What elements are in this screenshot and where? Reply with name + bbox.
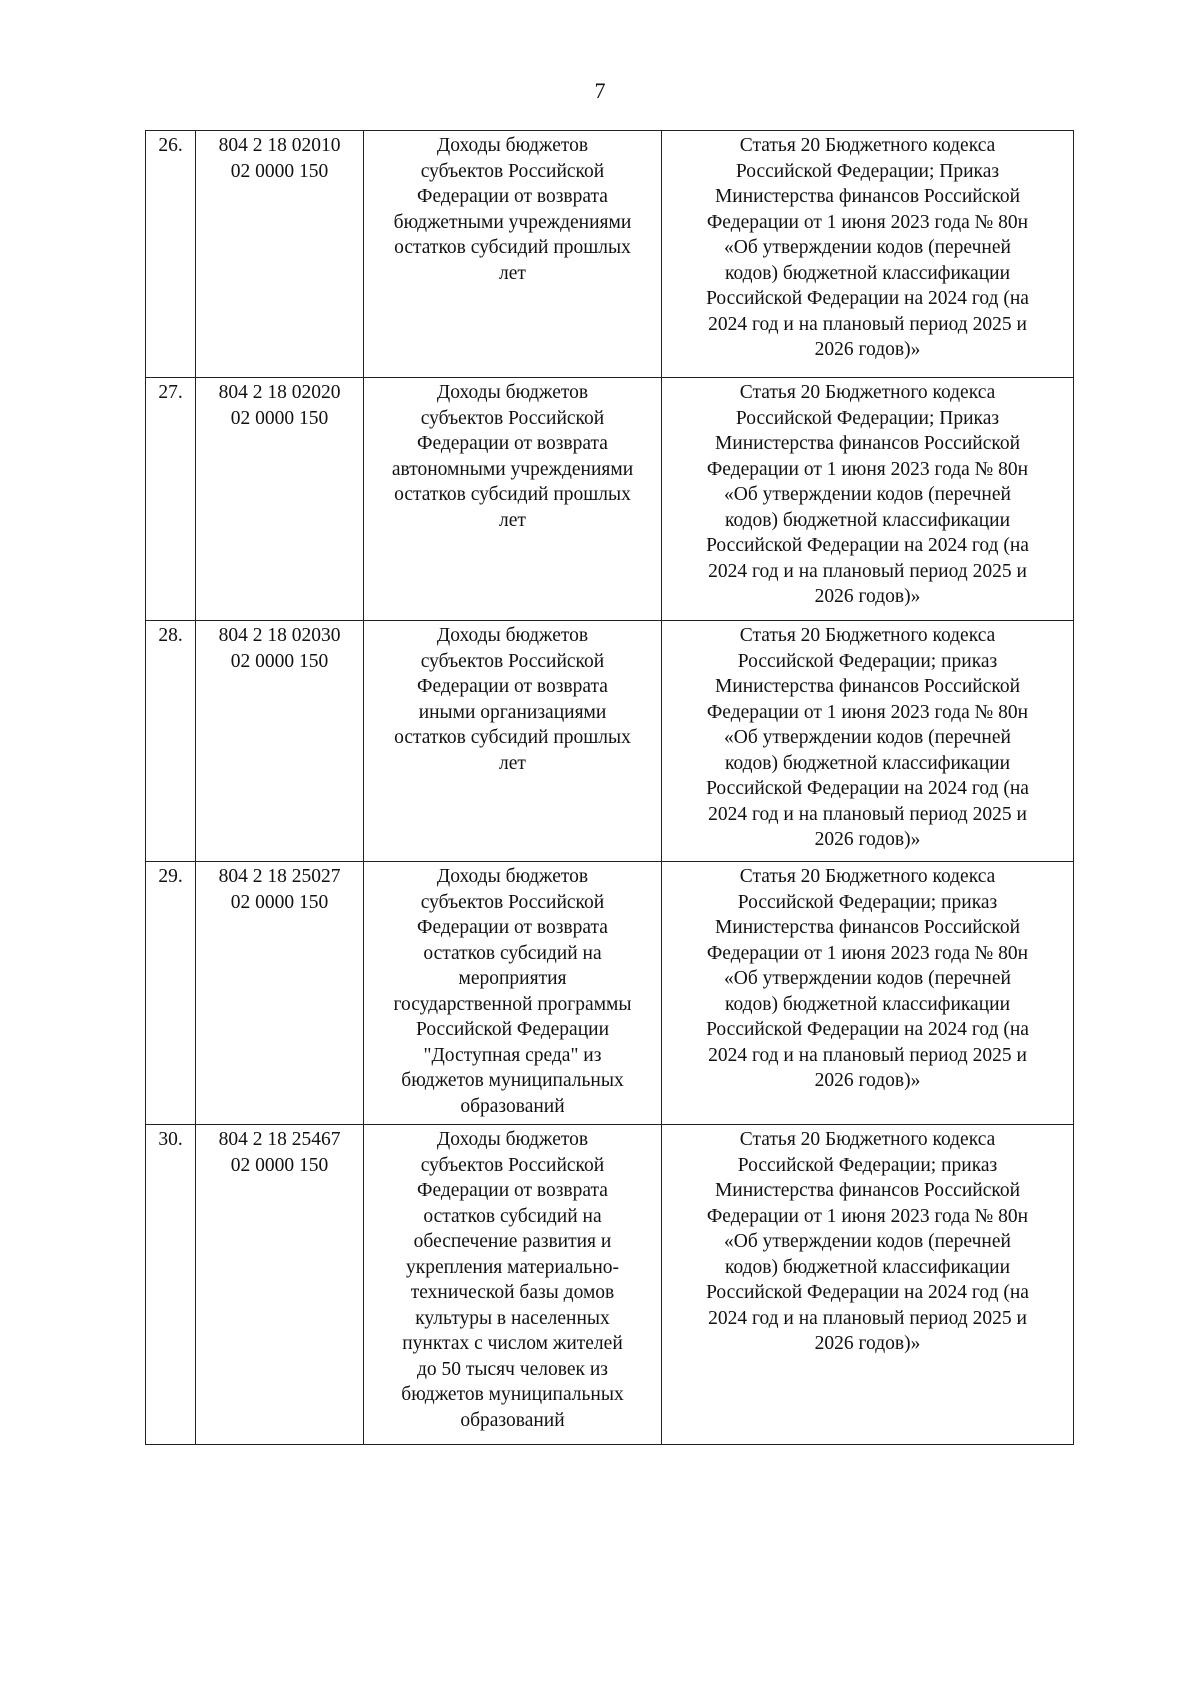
- classification-code: 804 2 18 02030 02 0000 150: [196, 621, 364, 862]
- legal-basis: Статья 20 Бюджетного кодекса Российской Федерации; приказ Министерства финансов Российской Федерации от 1 июня 2023 года № 80н «Об утверждении кодов (перечней кодов) бюджетной классификации Российской Федерации на 2024 год (на 2024 год и на плановый период 2025 и 2026 годов)»: [662, 862, 1074, 1125]
- income-name: Доходы бюджетов субъектов Российской Федерации от возврата остатков субсидий на мероприятия государственной программы Российской Федерации "Доступная среда" из бюджетов муниципальных образований: [364, 862, 662, 1125]
- table-row: [146, 621, 1074, 862]
- legal-basis: Статья 20 Бюджетного кодекса Российской Федерации; Приказ Министерства финансов Российской Федерации от 1 июня 2023 года № 80н «Об утверждении кодов (перечней кодов) бюджетной классификации Российской Федерации на 2024 год (на 2024 год и на плановый период 2025 и 2026 годов)»: [662, 378, 1074, 621]
- row-number: 29.: [146, 862, 196, 1125]
- classification-code: 804 2 18 02020 02 0000 150: [196, 378, 364, 621]
- classification-code: 804 2 18 25027 02 0000 150: [196, 862, 364, 1125]
- table-row: [146, 1125, 1074, 1445]
- income-name: Доходы бюджетов субъектов Российской Федерации от возврата автономными учреждениями остатков субсидий прошлых лет: [364, 378, 662, 621]
- income-name: Доходы бюджетов субъектов Российской Федерации от возврата иными организациями остатков субсидий прошлых лет: [364, 621, 662, 862]
- table-row: [146, 862, 1074, 1125]
- income-name: Доходы бюджетов субъектов Российской Федерации от возврата остатков субсидий на обеспечение развития и укрепления материально- технической базы домов культуры в населенных пунктах с числом жителей до 50 тысяч человек из бюджетов муниципальных образований: [364, 1125, 662, 1445]
- row-number: 28.: [146, 621, 196, 862]
- legal-basis: Статья 20 Бюджетного кодекса Российской Федерации; Приказ Министерства финансов Российской Федерации от 1 июня 2023 года № 80н «Об утверждении кодов (перечней кодов) бюджетной классификации Российской Федерации на 2024 год (на 2024 год и на плановый период 2025 и 2026 годов)»: [662, 131, 1074, 378]
- table-row: [146, 378, 1074, 621]
- page-number: 7: [594, 78, 606, 103]
- table-row: [146, 131, 1074, 378]
- income-codes-table: [145, 130, 1074, 1445]
- legal-basis: Статья 20 Бюджетного кодекса Российской Федерации; приказ Министерства финансов Российской Федерации от 1 июня 2023 года № 80н «Об утверждении кодов (перечней кодов) бюджетной классификации Российской Федерации на 2024 год (на 2024 год и на плановый период 2025 и 2026 годов)»: [662, 621, 1074, 862]
- classification-code: 804 2 18 25467 02 0000 150: [196, 1125, 364, 1445]
- classification-code: 804 2 18 02010 02 0000 150: [196, 131, 364, 378]
- row-number: 26.: [146, 131, 196, 378]
- income-name: Доходы бюджетов субъектов Российской Федерации от возврата бюджетными учреждениями остатков субсидий прошлых лет: [364, 131, 662, 378]
- row-number: 27.: [146, 378, 196, 621]
- legal-basis: Статья 20 Бюджетного кодекса Российской Федерации; приказ Министерства финансов Российской Федерации от 1 июня 2023 года № 80н «Об утверждении кодов (перечней кодов) бюджетной классификации Российской Федерации на 2024 год (на 2024 год и на плановый период 2025 и 2026 годов)»: [662, 1125, 1074, 1445]
- row-number: 30.: [146, 1125, 196, 1445]
